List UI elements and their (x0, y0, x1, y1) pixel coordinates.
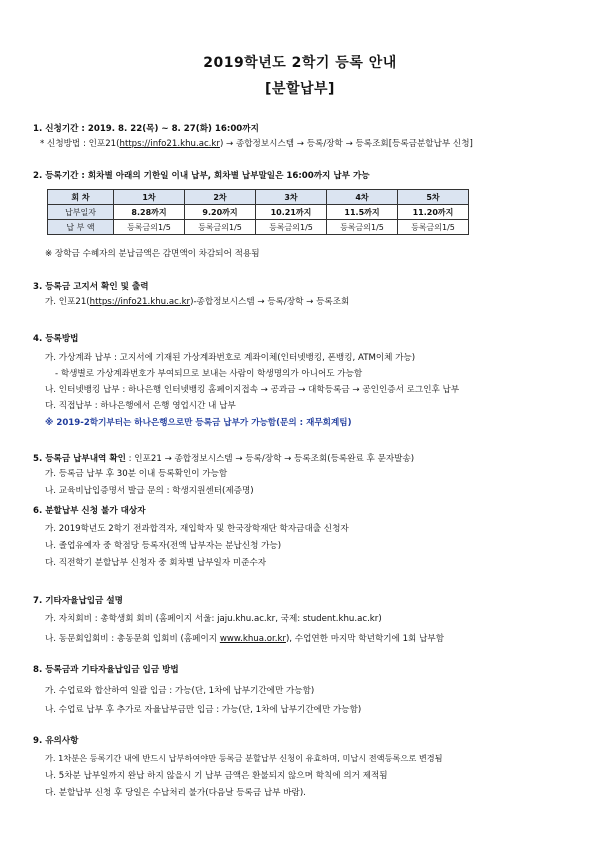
table-header-cell: 1차 (114, 190, 185, 205)
section-4-heading: 4. 등록방법 (33, 334, 79, 344)
section-7-heading: 7. 기타자율납입금 설명 (33, 596, 123, 606)
table-row (48, 220, 469, 235)
section-4-notice: ※ 2019-2학기부터는 하나은행으로만 등록금 납부가 가능함(문의 : 재무회계팀) (45, 418, 352, 428)
section-4-item-c: 다. 직접납부 : 하나은행에서 은행 영업시간 내 납부 (45, 401, 236, 411)
section-3-line (45, 297, 349, 308)
section-5-heading-rest: : 인포21 → 종합정보시스템 → 등록/장학 → 등록조회(등록완료 후 문자발송) (125, 454, 415, 464)
table-cell: 등록금의1/5 (185, 220, 256, 235)
section-7-b-prefix: 나. 동문회입회비 : 총동문회 입회비 (홈페이지 (45, 634, 220, 644)
table-row-label: 납 부 액 (48, 220, 114, 235)
table-cell: 등록금의1/5 (114, 220, 185, 235)
section-7-item-a (45, 614, 382, 625)
section-1-heading: 1. 신청기간 : 2019. 8. 22(목) ~ 8. 27(화) 16:00까지 (33, 124, 259, 134)
section-4-item-a: 가. 가상계좌 납부 : 고지서에 기재된 가상계좌번호로 계좌이체(인터넷뱅킹, 폰뱅킹, ATM이체 가능) (45, 353, 416, 363)
section-7-item-b (45, 634, 444, 645)
table-cell: 등록금의1/5 (327, 220, 398, 235)
section-2-heading: 2. 등록기간 : 회차별 아래의 기한일 이내 납부, 회차별 납부말일은 16:00까지 납부 가능 (33, 171, 370, 181)
table-cell: 11.20까지 (398, 205, 469, 220)
table-cell: 11.5까지 (327, 205, 398, 220)
table-header-cell: 5차 (398, 190, 469, 205)
section-7-a-prefix: 가. 자치회비 : 총학생회 회비 (홈페이지 서울: (45, 614, 218, 624)
khua-site-link[interactable]: www.khua.or.kr (219, 634, 286, 644)
section-1-method (40, 139, 473, 150)
student-site-link[interactable]: student.khu.ac.kr (302, 614, 379, 624)
section-3-prefix: 가. 인포21( (45, 297, 90, 307)
table-header-cell: 4차 (327, 190, 398, 205)
info21-link[interactable]: https://info21.khu.ac.kr (89, 297, 191, 307)
section-5-heading (33, 454, 414, 465)
section-9-item-c: 다. 분할납부 신청 후 당일은 수납처리 불가(다음날 등록금 납부 바람). (45, 788, 306, 798)
table-header-cell: 2차 (185, 190, 256, 205)
section-7-b-suffix: ), 수업연한 마지막 학년학기에 1회 납부함 (285, 634, 444, 644)
table-cell: 8.28까지 (114, 205, 185, 220)
section-8-heading: 8. 등록금과 기타자율납입금 입금 방법 (33, 665, 179, 675)
section-5-heading-main: 5. 등록금 납부내역 확인 (33, 454, 126, 464)
section-2-note: ※ 장학금 수혜자의 분납금액은 감면액이 차감되어 적용됨 (45, 249, 260, 259)
section-7-a-suffix: ) (378, 614, 382, 624)
table-header-cell: 3차 (256, 190, 327, 205)
section-8-item-a: 가. 수업료와 합산하여 일괄 입금 : 가능(단, 1차에 납부기간에만 가능함) (45, 686, 315, 696)
info21-link[interactable]: https://info21.khu.ac.kr (119, 139, 220, 149)
document-subtitle: [분할납부] (265, 81, 335, 97)
section-6-item-a: 가. 2019학년도 2학기 전과합격자, 재입학자 및 한국장학재단 학자금대출 신청자 (45, 524, 349, 534)
section-6-item-c: 다. 직전학기 분할납부 신청자 중 회차별 납부일자 미준수자 (45, 558, 267, 568)
section-4-item-a-sub: - 학생별로 가상계좌번호가 부여되므로 보내는 사람이 학생명의가 아니어도 가능함 (55, 369, 363, 379)
table-header-row (48, 190, 469, 205)
section-5-item-b: 나. 교육비납입증명서 발급 문의 : 학생지원센터(제증명) (45, 486, 254, 496)
table-cell: 등록금의1/5 (398, 220, 469, 235)
section-3-suffix: )-종합정보시스템 → 등록/장학 → 등록조회 (190, 297, 350, 307)
table-row (48, 205, 469, 220)
table-cell: 등록금의1/5 (256, 220, 327, 235)
table-cell: 10.21까지 (256, 205, 327, 220)
section-9-heading: 9. 유의사항 (33, 736, 79, 746)
jaju-site-link[interactable]: jaju.khu.ac.kr (217, 614, 276, 624)
section-9-item-a: 가. 1차분은 등록기간 내에 반드시 납부하여야만 등록금 분할납부 신청이 유효하며, 미납시 전액등록으로 변경됨 (45, 753, 443, 763)
section-1-method-prefix: * 신청방법 : 인포21( (40, 139, 120, 149)
section-8-item-b: 나. 수업료 납부 후 추가로 자율납부금만 입금 : 가능(단, 1차에 납부기간에만 가능함) (45, 705, 362, 715)
section-5-item-a: 가. 등록금 납부 후 30분 이내 등록확인이 가능함 (45, 469, 228, 479)
section-3-heading: 3. 등록금 고지서 확인 및 출력 (33, 282, 149, 292)
table-row-label: 납부일자 (48, 205, 114, 220)
section-7-a-mid: , 국제: (275, 614, 303, 624)
section-1-method-suffix: ) → 종합정보시스템 → 등록/장학 → 등록조회[등록금분할납부 신청] (219, 139, 473, 149)
section-6-heading: 6. 분할납부 신청 불가 대상자 (33, 506, 146, 516)
document-title: 2019학년도 2학기 등록 안내 (203, 55, 397, 71)
payment-schedule-table (47, 189, 469, 235)
table-cell: 9.20까지 (185, 205, 256, 220)
section-6-item-b: 나. 졸업유예자 중 학점당 등록자(전액 납부자는 분납신청 가능) (45, 541, 282, 551)
section-9-item-b: 나. 5차분 납부일까지 완납 하지 않을시 기 납부 금액은 환불되지 않으며 학칙에 의거 제적됨 (45, 771, 388, 781)
section-4-item-b: 나. 인터넷뱅킹 납부 : 하나은행 인터넷뱅킹 홈페이지접속 → 공과금 → 대학등록금 → 공인인증서 로그인후 납부 (45, 385, 460, 395)
table-header-cell: 회 차 (48, 190, 114, 205)
